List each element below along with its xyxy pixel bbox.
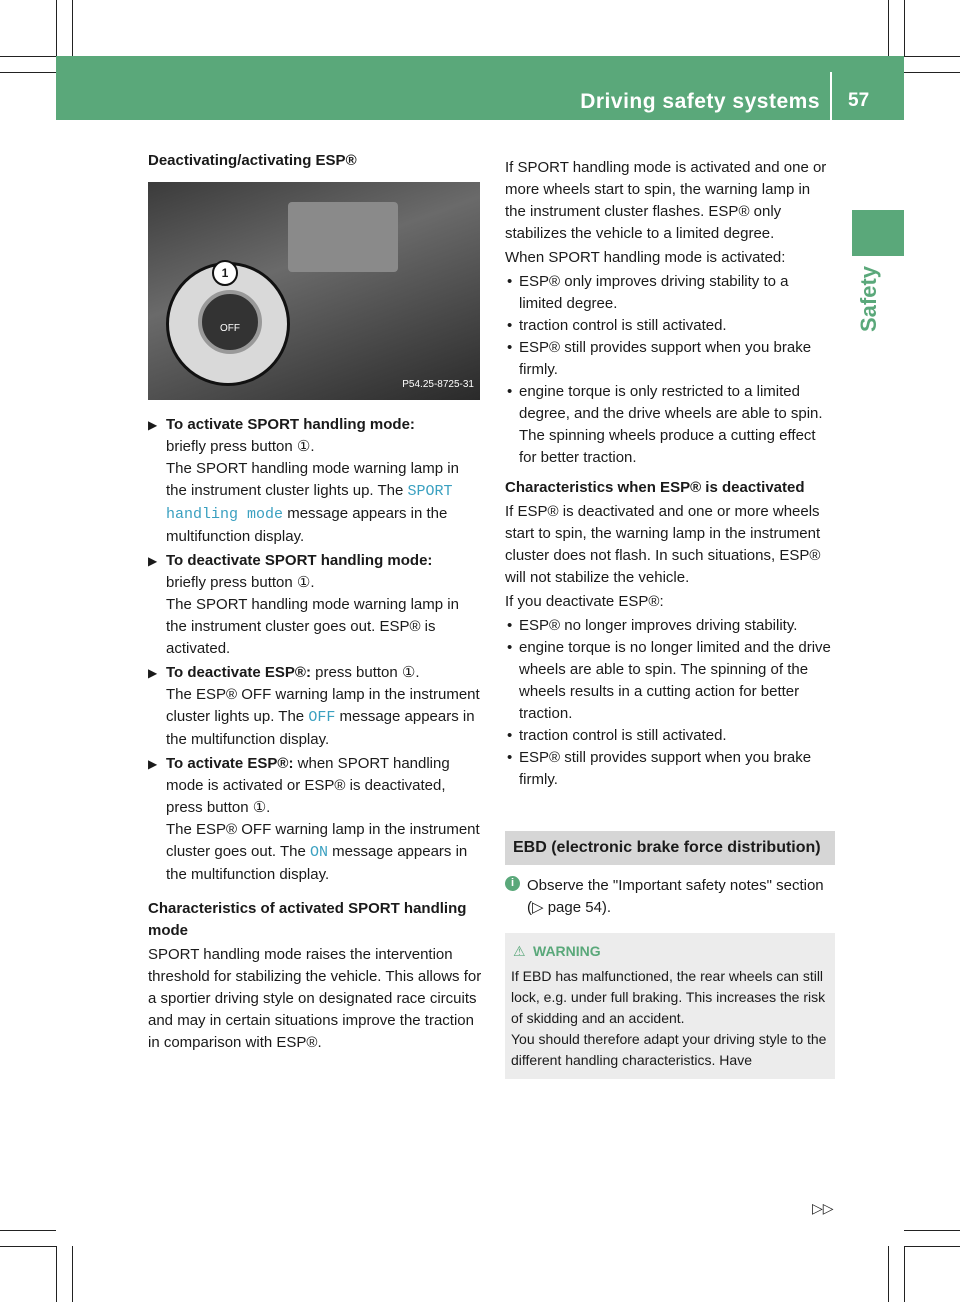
warning-text: If EBD has malfunctioned, the rear wheels can still lock, e.g. under full braking. This increases the risk of skidding and an accident. bbox=[511, 968, 826, 1026]
section-title-box: EBD (electronic brake force distribution) bbox=[505, 831, 835, 865]
arrow-icon: ▶ bbox=[148, 757, 158, 771]
crop-mark bbox=[56, 0, 57, 56]
list-item: • ESP® still provides support when you brake firmly. bbox=[507, 749, 812, 788]
crop-mark bbox=[904, 1246, 960, 1247]
crop-mark bbox=[0, 1246, 56, 1247]
crop-mark bbox=[72, 0, 73, 56]
subheading: Characteristics of activated SPORT handling mode bbox=[148, 900, 467, 939]
continue-mark: ▷▷ bbox=[812, 1200, 834, 1216]
left-column bbox=[148, 150, 483, 1056]
arrow-icon: ▶ bbox=[148, 418, 158, 432]
section-heading: Deactivating/activating ESP® bbox=[148, 152, 357, 169]
header-divider bbox=[830, 72, 832, 120]
callout-number: 1 bbox=[212, 260, 238, 286]
step: ▶ To deactivate SPORT handling mode: briefly press button ①. The SPORT handling mode warning lamp in the instrument cluster goes out. ESP® is activated. bbox=[148, 552, 459, 657]
crop-mark bbox=[0, 1230, 56, 1231]
list-item: • traction control is still activated. bbox=[507, 317, 727, 334]
list-item: • engine torque is only restricted to a limited degree, and the drive wheels are able to spin. The spinning wheels produce a cutting effect for better traction. bbox=[507, 383, 823, 466]
arrow-icon: ▶ bbox=[148, 666, 158, 680]
info-icon: i bbox=[505, 876, 520, 891]
subheading: Characteristics when ESP® is deactivated bbox=[505, 479, 805, 496]
warning-text: You should therefore adapt your driving style to the different handling characteristics. Have bbox=[511, 1031, 827, 1068]
crop-mark bbox=[904, 1230, 960, 1231]
paragraph: SPORT handling mode raises the intervention threshold for stabilizing the vehicle. This allows for a sportier driving style on designated race circuits and may in certain situations improve the traction in comparison with ESP®. bbox=[148, 946, 482, 1051]
display-message: OFF bbox=[308, 709, 336, 726]
crop-mark bbox=[0, 56, 56, 57]
crop-mark bbox=[888, 1246, 889, 1302]
paragraph: If ESP® is deactivated and one or more wheels start to spin, the warning lamp in the instrument cluster does not flash. In such situations, ESP® will not stabilize the vehicle. bbox=[505, 503, 821, 586]
right-column bbox=[505, 157, 835, 1079]
esp-button-photo bbox=[148, 182, 480, 400]
crop-mark bbox=[888, 0, 889, 56]
crop-mark bbox=[904, 0, 905, 56]
esp-off-button-image: OFF bbox=[198, 290, 262, 354]
step: ▶ To activate SPORT handling mode: briefly press button ①. The SPORT handling mode warning lamp in the instrument cluster lights up. The SPORT handling mode message appears in the multifunction display. bbox=[148, 416, 459, 545]
page-number: 57 bbox=[848, 90, 870, 111]
list-item: • engine torque is no longer limited and the drive wheels are able to spin. The spinning of the wheels results in a cutting action for better traction. bbox=[507, 639, 831, 722]
list-item: • ESP® only improves driving stability to a limited degree. bbox=[507, 273, 789, 312]
crop-mark bbox=[56, 1246, 57, 1302]
warning-icon: ⚠ bbox=[513, 943, 526, 959]
list-item: • traction control is still activated. bbox=[507, 727, 727, 744]
crop-mark bbox=[0, 72, 56, 73]
warning-box bbox=[505, 933, 835, 1079]
crop-mark bbox=[904, 56, 960, 57]
list-item: • ESP® still provides support when you brake firmly. bbox=[507, 339, 812, 378]
photo-caption: P54.25-8725-31 bbox=[402, 379, 474, 390]
crop-mark bbox=[72, 1246, 73, 1302]
display-message: ON bbox=[309, 844, 328, 861]
side-tab bbox=[852, 210, 904, 256]
warning-title: ⚠ WARNING bbox=[511, 941, 829, 962]
paragraph: If you deactivate ESP®: bbox=[505, 593, 664, 610]
paragraph: When SPORT handling mode is activated: bbox=[505, 249, 786, 266]
crop-mark bbox=[904, 72, 960, 73]
console-image bbox=[288, 202, 398, 272]
info-note: i Observe the "Important safety notes" section (▷ page 54). bbox=[505, 875, 835, 919]
crop-mark bbox=[904, 1246, 905, 1302]
list-item: • ESP® no longer improves driving stability. bbox=[507, 617, 798, 634]
side-tab-label: Safety bbox=[856, 265, 881, 332]
paragraph: If SPORT handling mode is activated and one or more wheels start to spin, the warning lamp in the instrument cluster flashes. ESP® only stabilizes the vehicle to a limited degree. bbox=[505, 159, 827, 242]
display-message: SPORT handling mode bbox=[166, 483, 453, 523]
arrow-icon: ▶ bbox=[148, 554, 158, 568]
page-title: Driving safety systems bbox=[580, 90, 820, 113]
step: ▶ To activate ESP®: when SPORT handling mode is activated or ESP® is deactivated, press button ①. The ESP® OFF warning lamp in the instrument cluster goes out. The ON message appears in the multifunction display. bbox=[148, 755, 480, 883]
step: ▶ To deactivate ESP®: press button ①. The ESP® OFF warning lamp in the instrument cluster lights up. The OFF message appears in the multifunction display. bbox=[148, 664, 480, 748]
